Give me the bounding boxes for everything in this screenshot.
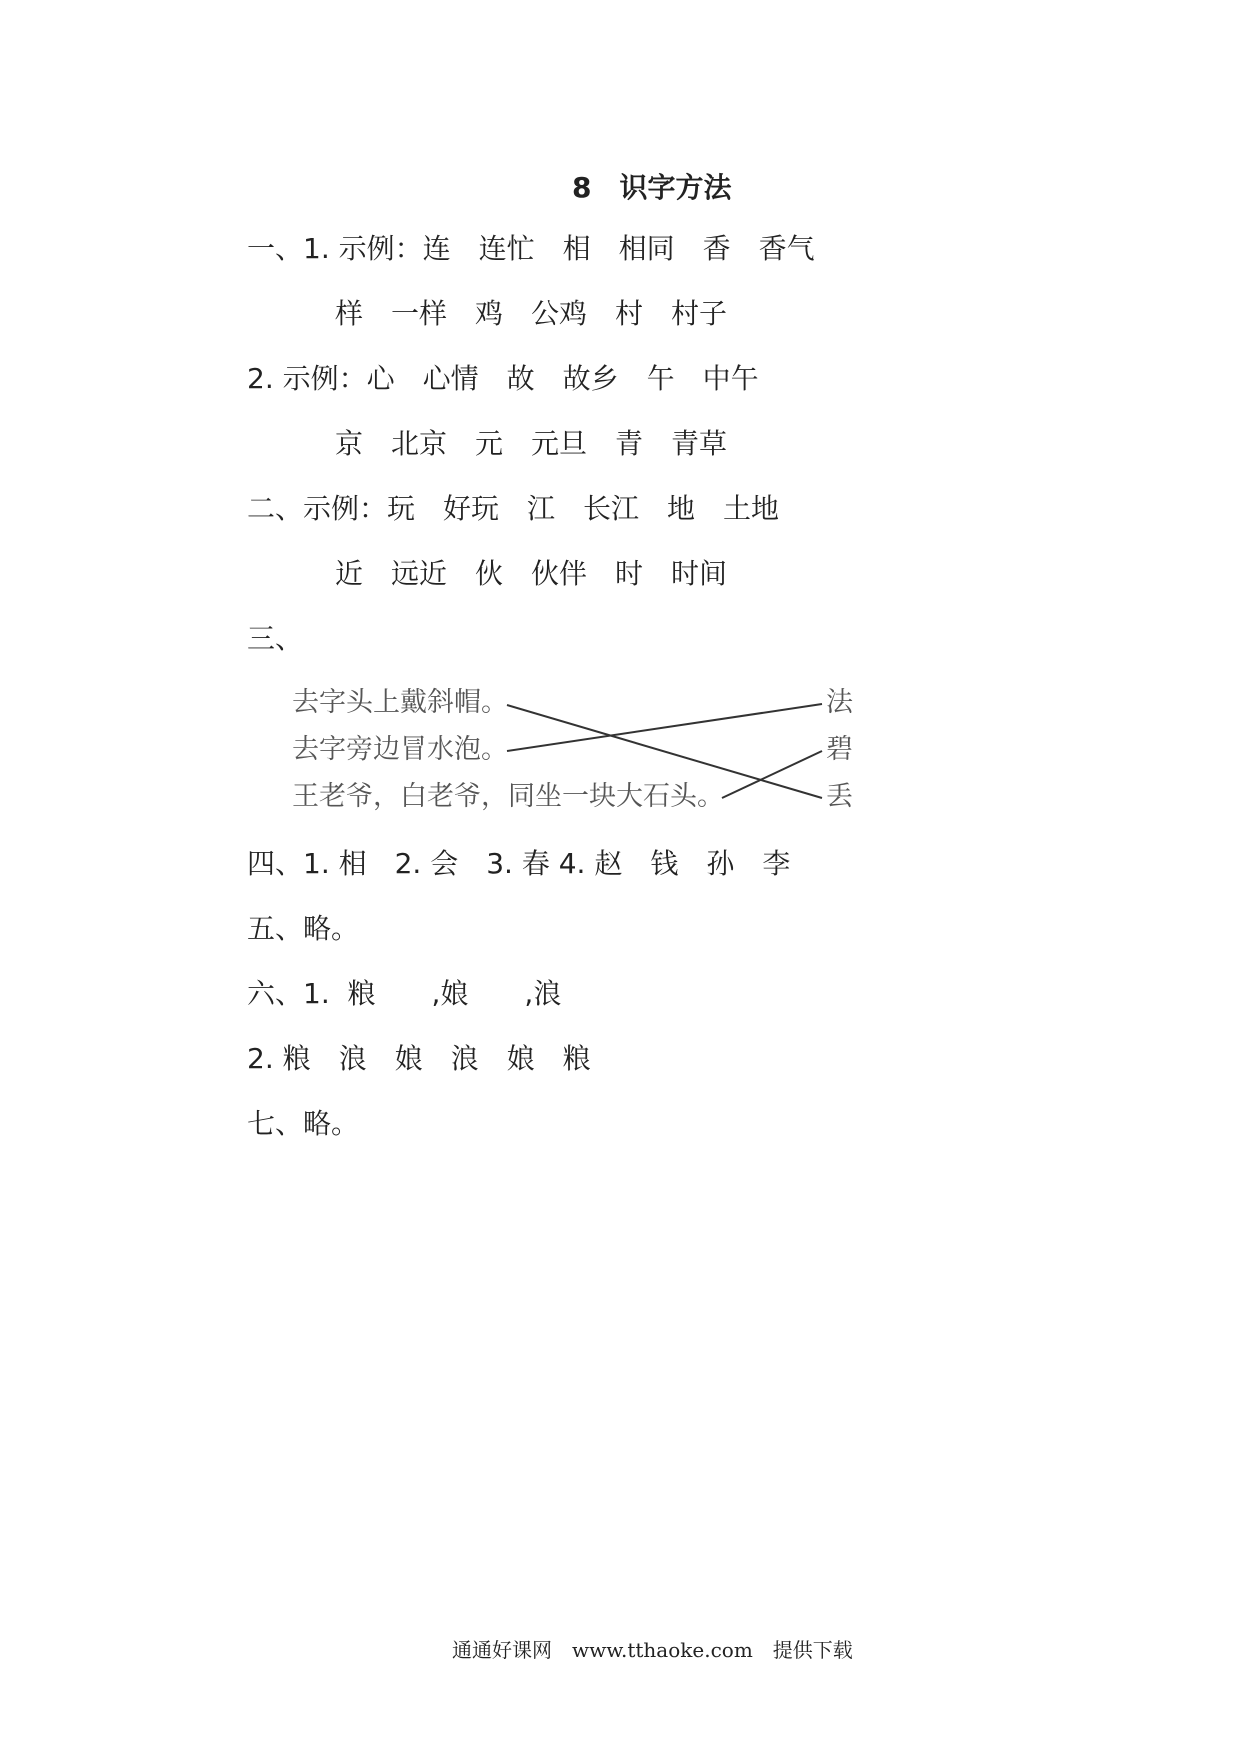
answer-line-10: 六、1. 粮 ,娘 ,浪	[247, 977, 562, 1010]
page-title: 8 识字方法	[572, 171, 732, 204]
answer-char-2: 碧	[826, 734, 853, 765]
footer-source: 通通好课网 www.tthaoke.com 提供下载	[452, 1638, 853, 1662]
answer-line-12: 七、略。	[247, 1107, 360, 1140]
answer-line-6: 近 远近 伙 伙伴 时 时间	[335, 557, 728, 590]
answer-line-2: 样 一样 鸡 公鸡 村 村子	[335, 297, 728, 330]
answer-char-3: 丢	[826, 781, 853, 812]
answer-line-4: 京 北京 元 元旦 青 青草	[335, 427, 728, 460]
answer-line-9: 五、略。	[247, 912, 360, 945]
answer-line-5: 二、示例：玩 好玩 江 长江 地 土地	[247, 492, 780, 525]
answer-line-3: 2. 示例：心 心情 故 故乡 午 中午	[247, 362, 759, 395]
riddle-3: 王老爷，白老爷，同坐一块大石头。	[292, 781, 724, 812]
riddle-2: 去字旁边冒水泡。	[292, 734, 508, 765]
answer-line-7: 三、	[247, 622, 304, 655]
match-line-3	[722, 751, 822, 798]
match-line-2	[507, 704, 822, 751]
match-line-1	[507, 705, 822, 798]
answer-line-8: 四、1. 相 2. 会 3. 春 4. 赵 钱 孙 李	[247, 847, 791, 880]
answer-char-1: 法	[826, 687, 853, 718]
riddle-1: 去字头上戴斜帽。	[292, 687, 508, 718]
answer-line-1: 一、1. 示例：连 连忙 相 相同 香 香气	[247, 232, 815, 265]
answer-line-11: 2. 粮 浪 娘 浪 娘 粮	[247, 1042, 591, 1075]
